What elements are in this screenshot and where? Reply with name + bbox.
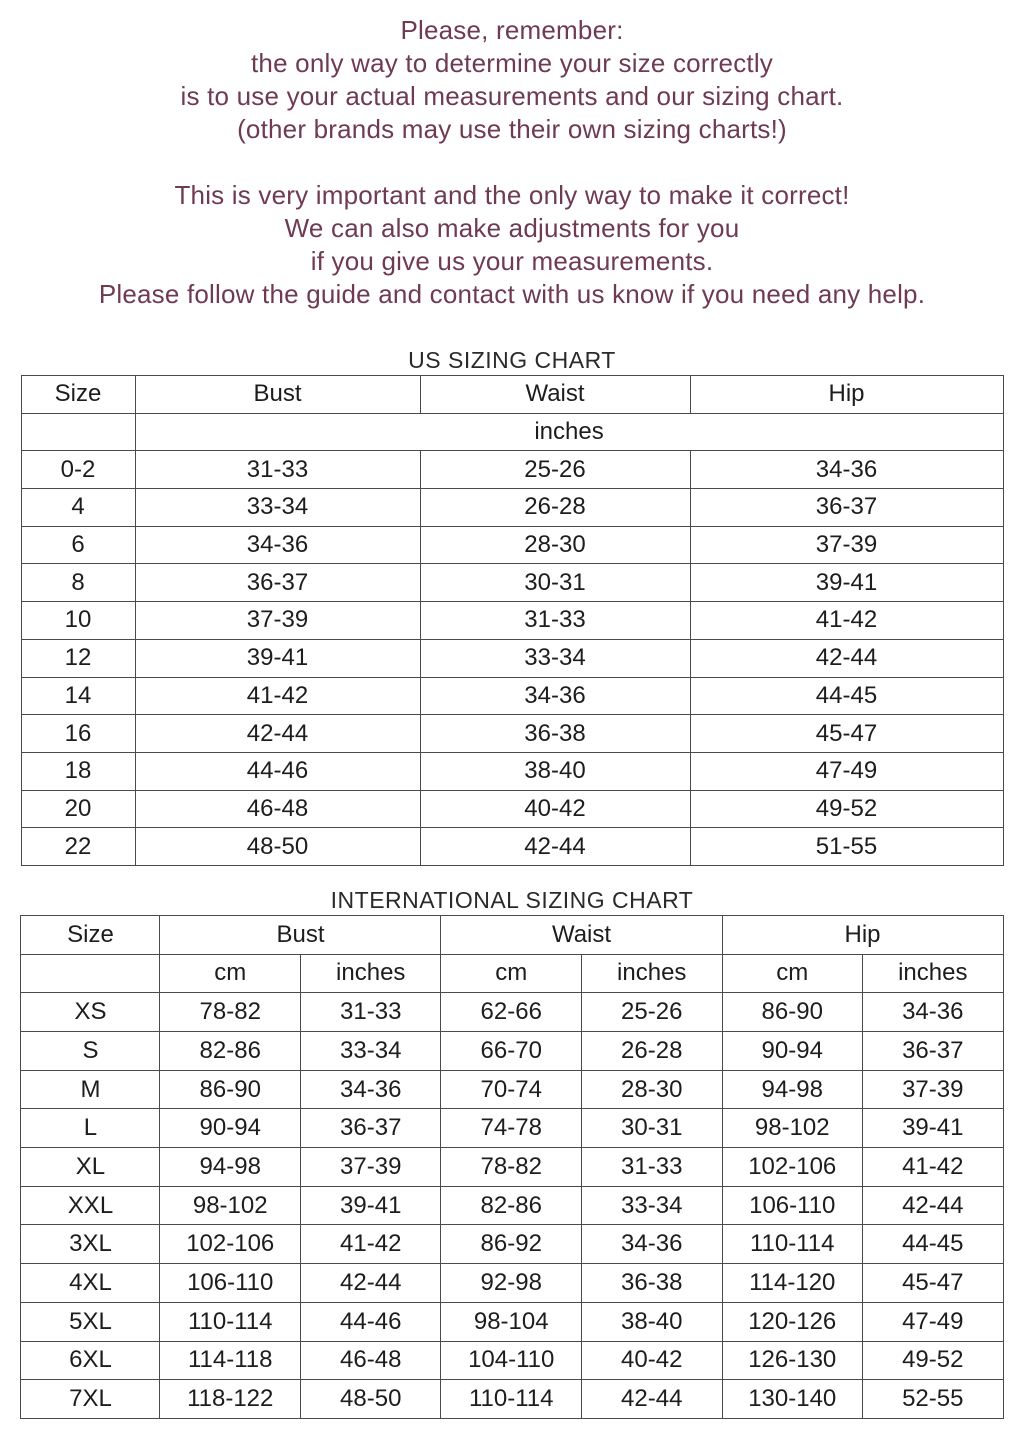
- measurement-cell: 37-39: [863, 1070, 1004, 1109]
- measurement-cell: 39-41: [863, 1109, 1004, 1148]
- measurement-cell: 44-45: [690, 677, 1003, 715]
- table-row: [21, 790, 1003, 828]
- measurement-cell: 41-42: [300, 1225, 441, 1264]
- us-header-row: [21, 376, 1003, 414]
- measurement-cell: 49-52: [690, 790, 1003, 828]
- measurement-cell: 33-34: [300, 1032, 441, 1071]
- intl-chart-title: INTERNATIONAL SIZING CHART: [330, 886, 694, 913]
- measurement-cell: 40-42: [420, 790, 690, 828]
- measurement-cell: 30-31: [420, 564, 690, 602]
- measurement-cell: 36-37: [690, 489, 1003, 527]
- us-table-header: [21, 376, 1003, 451]
- measurement-cell: 62-66: [441, 993, 582, 1032]
- table-row: [21, 677, 1003, 715]
- table-row: [21, 1380, 1003, 1419]
- measurement-cell: 74-78: [441, 1109, 582, 1148]
- measurement-cell: 110-114: [160, 1302, 301, 1341]
- table-row: [21, 752, 1003, 790]
- measurement-cell: 37-39: [690, 526, 1003, 564]
- measurement-cell: 42-44: [300, 1264, 441, 1303]
- measurement-cell: 82-86: [160, 1032, 301, 1071]
- intl-header-hip: Hip: [722, 915, 1003, 954]
- measurement-cell: 31-33: [581, 1148, 722, 1187]
- measurement-cell: 52-55: [863, 1380, 1004, 1419]
- us-unit-label-cell: inches: [135, 413, 1003, 451]
- measurement-cell: 42-44: [135, 715, 420, 753]
- table-row: [21, 639, 1003, 677]
- measurement-cell: 45-47: [863, 1264, 1004, 1303]
- measurement-cell: 49-52: [863, 1341, 1004, 1380]
- measurement-cell: 34-36: [300, 1070, 441, 1109]
- measurement-cell: 90-94: [160, 1109, 301, 1148]
- table-row: [21, 1070, 1003, 1109]
- measurement-cell: 114-118: [160, 1341, 301, 1380]
- table-row: [21, 1032, 1003, 1071]
- intl-unit-empty-cell: [21, 954, 160, 993]
- size-cell: M: [21, 1070, 160, 1109]
- measurement-cell: 98-104: [441, 1302, 582, 1341]
- table-row: [21, 1148, 1003, 1187]
- measurement-cell: 41-42: [135, 677, 420, 715]
- intro-text-block: [0, 0, 1024, 311]
- measurement-cell: 34-36: [135, 526, 420, 564]
- intl-unit-inches-cell: inches: [863, 954, 1004, 993]
- measurement-cell: 102-106: [722, 1148, 863, 1187]
- measurement-cell: 47-49: [690, 752, 1003, 790]
- measurement-cell: 120-126: [722, 1302, 863, 1341]
- size-cell: 3XL: [21, 1225, 160, 1264]
- intro-line: Please follow the guide and contact with us know if you need any help.: [98, 279, 926, 309]
- measurement-cell: 44-46: [300, 1302, 441, 1341]
- measurement-cell: 33-34: [135, 489, 420, 527]
- measurement-cell: 126-130: [722, 1341, 863, 1380]
- size-cell: 4: [21, 489, 135, 527]
- measurement-cell: 94-98: [722, 1070, 863, 1109]
- us-table-body: [21, 451, 1003, 866]
- measurement-cell: 38-40: [420, 752, 690, 790]
- measurement-cell: 48-50: [135, 828, 420, 866]
- intro-line: We can also make adjustments for you: [284, 213, 740, 243]
- intro-line: is to use your actual measurements and our sizing chart.: [180, 81, 844, 111]
- measurement-cell: 36-37: [863, 1032, 1004, 1071]
- measurement-cell: 39-41: [135, 639, 420, 677]
- size-cell: XL: [21, 1148, 160, 1187]
- measurement-cell: 34-36: [690, 451, 1003, 489]
- measurement-cell: 114-120: [722, 1264, 863, 1303]
- intl-header-size: Size: [21, 915, 160, 954]
- measurement-cell: 31-33: [135, 451, 420, 489]
- us-header-waist: Waist: [420, 376, 690, 414]
- measurement-cell: 42-44: [581, 1380, 722, 1419]
- measurement-cell: 104-110: [441, 1341, 582, 1380]
- intro-line: This is very important and the only way to make it correct!: [174, 180, 850, 210]
- intl-unit-cm-cell: cm: [722, 954, 863, 993]
- size-cell: 22: [21, 828, 135, 866]
- size-cell: XXL: [21, 1186, 160, 1225]
- intro-line: Please, remember:: [400, 15, 624, 45]
- measurement-cell: 86-90: [160, 1070, 301, 1109]
- size-cell: S: [21, 1032, 160, 1071]
- measurement-cell: 40-42: [581, 1341, 722, 1380]
- size-cell: 7XL: [21, 1380, 160, 1419]
- size-cell: 16: [21, 715, 135, 753]
- measurement-cell: 28-30: [581, 1070, 722, 1109]
- intro-line: the only way to determine your size correctly: [251, 48, 773, 78]
- table-row: [21, 1302, 1003, 1341]
- table-row: [21, 1225, 1003, 1264]
- table-row: [21, 564, 1003, 602]
- measurement-cell: 38-40: [581, 1302, 722, 1341]
- intl-header-bust: Bust: [160, 915, 441, 954]
- measurement-cell: 42-44: [690, 639, 1003, 677]
- measurement-cell: 34-36: [420, 677, 690, 715]
- measurement-cell: 28-30: [420, 526, 690, 564]
- us-sizing-table: [21, 375, 1004, 866]
- measurement-cell: 42-44: [420, 828, 690, 866]
- measurement-cell: 70-74: [441, 1070, 582, 1109]
- international-sizing-table: [20, 915, 1003, 1419]
- measurement-cell: 102-106: [160, 1225, 301, 1264]
- measurement-cell: 66-70: [441, 1032, 582, 1071]
- measurement-cell: 98-102: [722, 1109, 863, 1148]
- measurement-cell: 41-42: [863, 1148, 1004, 1187]
- measurement-cell: 90-94: [722, 1032, 863, 1071]
- intro-paragraph-1: [0, 14, 1024, 146]
- measurement-cell: 51-55: [690, 828, 1003, 866]
- us-unit-row: [21, 413, 1003, 451]
- measurement-cell: 37-39: [135, 602, 420, 640]
- size-cell: 12: [21, 639, 135, 677]
- size-cell: 5XL: [21, 1302, 160, 1341]
- us-unit-empty-cell: [21, 413, 135, 451]
- intl-header-row: [21, 915, 1003, 954]
- measurement-cell: 33-34: [581, 1186, 722, 1225]
- measurement-cell: 41-42: [690, 602, 1003, 640]
- table-row: [21, 828, 1003, 866]
- size-cell: 4XL: [21, 1264, 160, 1303]
- us-header-bust: Bust: [135, 376, 420, 414]
- intro-line: (other brands may use their own sizing charts!): [237, 114, 787, 144]
- size-cell: 6: [21, 526, 135, 564]
- measurement-cell: 26-28: [420, 489, 690, 527]
- measurement-cell: 34-36: [863, 993, 1004, 1032]
- size-cell: 0-2: [21, 451, 135, 489]
- intl-unit-row: [21, 954, 1003, 993]
- measurement-cell: 31-33: [420, 602, 690, 640]
- us-header-size: Size: [21, 376, 135, 414]
- table-row: [21, 1341, 1003, 1380]
- measurement-cell: 36-37: [300, 1109, 441, 1148]
- measurement-cell: 30-31: [581, 1109, 722, 1148]
- intl-unit-inches-cell: inches: [581, 954, 722, 993]
- table-row: [21, 451, 1003, 489]
- measurement-cell: 78-82: [160, 993, 301, 1032]
- measurement-cell: 106-110: [160, 1264, 301, 1303]
- table-row: [21, 1186, 1003, 1225]
- size-cell: 10: [21, 602, 135, 640]
- measurement-cell: 130-140: [722, 1380, 863, 1419]
- size-cell: 20: [21, 790, 135, 828]
- intl-unit-cm-cell: cm: [441, 954, 582, 993]
- table-row: [21, 993, 1003, 1032]
- size-cell: XS: [21, 993, 160, 1032]
- measurement-cell: 31-33: [300, 993, 441, 1032]
- measurement-cell: 46-48: [135, 790, 420, 828]
- intl-unit-cm-cell: cm: [160, 954, 301, 993]
- table-row: [21, 489, 1003, 527]
- table-row: [21, 1264, 1003, 1303]
- measurement-cell: 92-98: [441, 1264, 582, 1303]
- measurement-cell: 46-48: [300, 1341, 441, 1380]
- measurement-cell: 44-46: [135, 752, 420, 790]
- intl-table-header: [21, 915, 1003, 992]
- intl-unit-inches-cell: inches: [300, 954, 441, 993]
- measurement-cell: 37-39: [300, 1148, 441, 1187]
- table-row: [21, 715, 1003, 753]
- size-cell: 6XL: [21, 1341, 160, 1380]
- measurement-cell: 106-110: [722, 1186, 863, 1225]
- measurement-cell: 33-34: [420, 639, 690, 677]
- measurement-cell: 86-90: [722, 993, 863, 1032]
- measurement-cell: 42-44: [863, 1186, 1004, 1225]
- size-cell: 18: [21, 752, 135, 790]
- size-cell: L: [21, 1109, 160, 1148]
- measurement-cell: 47-49: [863, 1302, 1004, 1341]
- measurement-cell: 34-36: [581, 1225, 722, 1264]
- measurement-cell: 98-102: [160, 1186, 301, 1225]
- intro-paragraph-2: [0, 179, 1024, 311]
- measurement-cell: 39-41: [300, 1186, 441, 1225]
- size-cell: 14: [21, 677, 135, 715]
- table-row: [21, 1109, 1003, 1148]
- measurement-cell: 110-114: [722, 1225, 863, 1264]
- measurement-cell: 25-26: [581, 993, 722, 1032]
- us-header-hip: Hip: [690, 376, 1003, 414]
- measurement-cell: 78-82: [441, 1148, 582, 1187]
- measurement-cell: 110-114: [441, 1380, 582, 1419]
- measurement-cell: 48-50: [300, 1380, 441, 1419]
- measurement-cell: 25-26: [420, 451, 690, 489]
- intl-table-body: [21, 993, 1003, 1419]
- us-chart-title: US SIZING CHART: [408, 347, 616, 373]
- size-cell: 8: [21, 564, 135, 602]
- measurement-cell: 86-92: [441, 1225, 582, 1264]
- measurement-cell: 26-28: [581, 1032, 722, 1071]
- table-row: [21, 602, 1003, 640]
- measurement-cell: 36-38: [420, 715, 690, 753]
- measurement-cell: 94-98: [160, 1148, 301, 1187]
- table-row: [21, 526, 1003, 564]
- measurement-cell: 44-45: [863, 1225, 1004, 1264]
- intl-header-waist: Waist: [441, 915, 722, 954]
- measurement-cell: 82-86: [441, 1186, 582, 1225]
- measurement-cell: 36-37: [135, 564, 420, 602]
- intro-line: if you give us your measurements.: [310, 246, 714, 276]
- measurement-cell: 36-38: [581, 1264, 722, 1303]
- measurement-cell: 118-122: [160, 1380, 301, 1419]
- measurement-cell: 39-41: [690, 564, 1003, 602]
- measurement-cell: 45-47: [690, 715, 1003, 753]
